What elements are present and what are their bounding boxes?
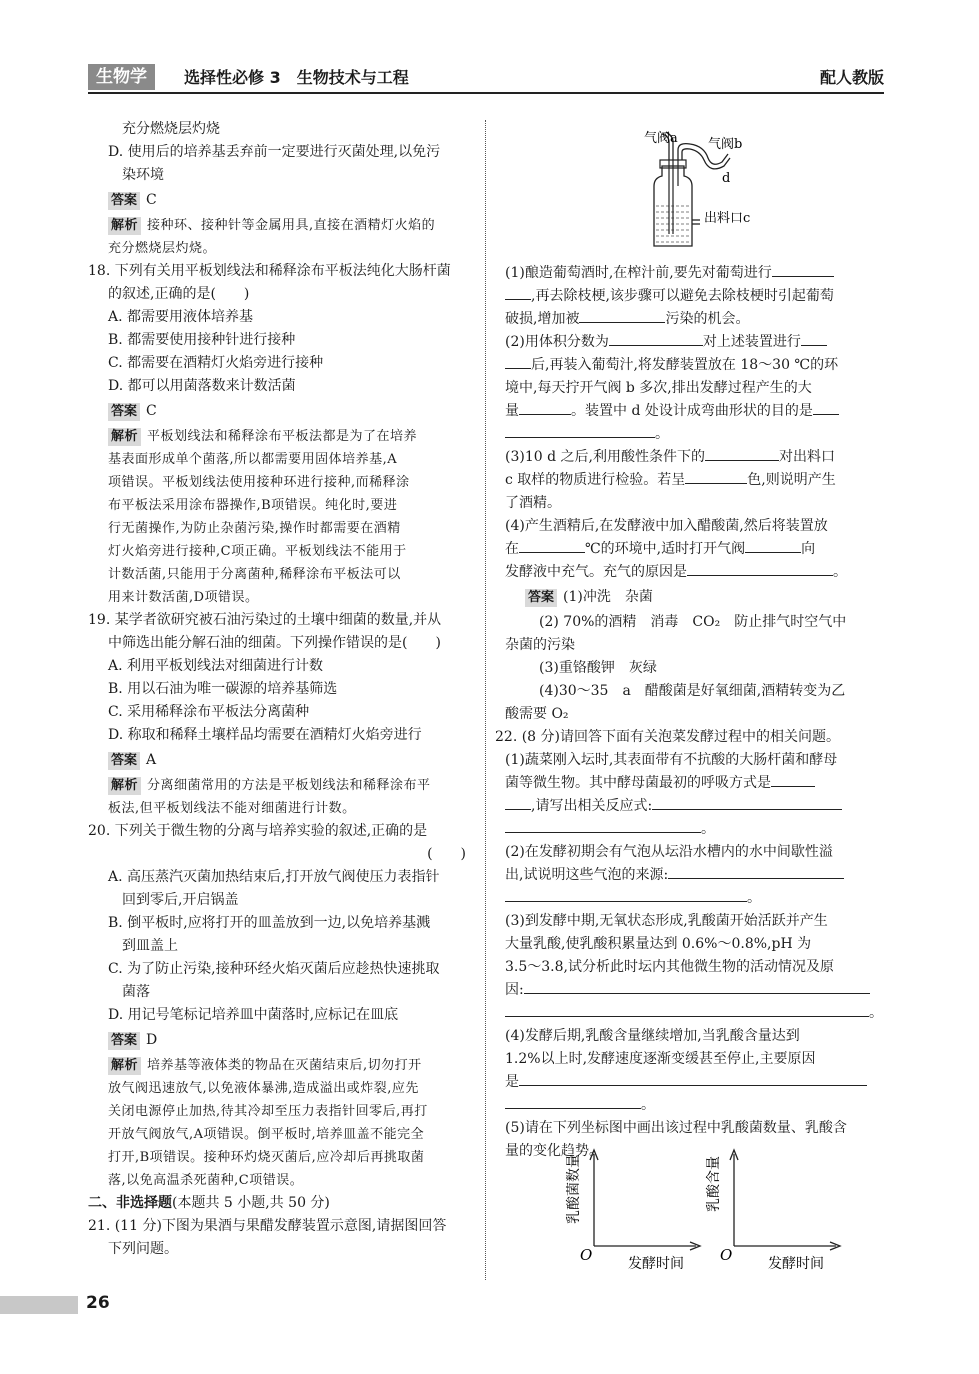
option-b: B. 用以石油为唯一碳源的培养基筛选 bbox=[108, 681, 338, 697]
text-line: 量 。装置中 d 处设计成弯曲形状的目的是 bbox=[505, 400, 885, 423]
explain-tag: 解析 bbox=[108, 1057, 141, 1075]
text-line: 。 bbox=[505, 1094, 885, 1117]
option-b: B. 都需要使用接种针进行接种 bbox=[108, 332, 296, 348]
text-line: (3)重铬酸钾 灰绿 bbox=[539, 660, 657, 676]
d-label: d bbox=[722, 171, 731, 186]
text-line: 用来计数活菌,D项错误。 bbox=[108, 590, 259, 605]
text-line: 的叙述,正确的是( ) bbox=[108, 286, 250, 302]
text-line: 打开,B项错误。接种环灼烧灭菌后,应冷却后再挑取菌 bbox=[108, 1150, 425, 1165]
text-line: 破损,增加被 污染的机会。 bbox=[505, 308, 885, 331]
text-line: ,再去除枝梗,该步骤可以避免去除枝梗时引起葡萄 bbox=[505, 285, 885, 308]
text-line: 。 bbox=[505, 423, 885, 446]
text-line: 基表面形成单个菌落,所以都需要用固体培养基,A bbox=[108, 452, 398, 467]
text-line: 在 ℃的环境中,适时打开气阀 向 bbox=[505, 538, 885, 561]
q22-part5: (5)请在下列坐标图中画出该过程中乳酸菌数量、乳酸含 bbox=[505, 1120, 847, 1136]
text-line: 布平板法采用涂布器操作,B项错误。纯化时,要进 bbox=[108, 498, 398, 513]
question-18: 18. 下列有关用平板划线法和稀释涂布平板法纯化大肠杆菌 bbox=[88, 263, 451, 279]
text-line: 发酵液中充气。充气的原因是 。 bbox=[505, 561, 885, 584]
option-d: D. 使用后的培养基丢弃前一定要进行灭菌处理,以免污 bbox=[108, 144, 441, 160]
answer-19: 答案 A bbox=[88, 749, 470, 772]
option-b: B. 倒平板时,应将打开的皿盖放到一边,以免培养基溅 bbox=[108, 915, 431, 931]
outlet-c-label: 出料口c bbox=[704, 211, 751, 226]
q22-part3: (3)到发酵中期,无氧状态形成,乳酸菌开始活跃并产生 bbox=[505, 913, 828, 929]
x-axis-label: 发酵时间 bbox=[768, 1256, 824, 1272]
answer-21: 答案 (1)冲洗 杂菌 bbox=[505, 586, 885, 609]
footer-bar bbox=[0, 1296, 78, 1314]
right-column bbox=[495, 262, 885, 1163]
text-line: 中筛选出能分解石油的细菌。下列操作错误的是( ) bbox=[108, 635, 441, 651]
answer-tag: 答案 bbox=[108, 192, 140, 210]
question-22: 22. (8 分)请回答下面有关泡菜发酵过程中的相关问题。 bbox=[495, 729, 840, 745]
text-line: 板法,但平板划线法不能对细菌进行计数。 bbox=[108, 801, 356, 816]
book-title: 选择性必修 3 生物技术与工程 bbox=[184, 68, 409, 87]
text-line: 。 bbox=[505, 1002, 885, 1025]
column-divider bbox=[485, 120, 486, 1280]
answer-tag: 答案 bbox=[108, 1032, 140, 1050]
answer-tag: 答案 bbox=[108, 752, 140, 770]
q21-part1: (1)酿造葡萄酒时,在榨汁前,要先对葡萄进行 bbox=[505, 262, 885, 285]
x-axis-label: 发酵时间 bbox=[628, 1256, 684, 1272]
option-d: D. 用记号笔标记培养皿中菌落时,应标记在皿底 bbox=[108, 1007, 399, 1023]
text-line: 充分燃烧层灼烧。 bbox=[108, 241, 217, 256]
text-line: 酸需要 O₂ bbox=[505, 706, 569, 722]
q22-part4: (4)发酵后期,乳酸含量继续增加,当乳酸含量达到 bbox=[505, 1028, 800, 1044]
text-line: 充分燃烧层灼烧 bbox=[122, 121, 220, 137]
text-line: 项错误。平板划线法使用接种环进行接种,而稀释涂 bbox=[108, 475, 410, 490]
text-line: 行无菌操作,为防止杂菌污染,操作时都需要在酒精 bbox=[108, 521, 401, 536]
y-axis-label: 乳酸菌数量 bbox=[566, 1154, 582, 1224]
text-line: 放气阀迅速放气,以免液体暴沸,造成溢出或炸裂,应先 bbox=[108, 1081, 419, 1096]
text-line: 染环境 bbox=[122, 167, 164, 183]
explanation-19: 解析 分离细菌常用的方法是平板划线法和稀释涂布平 bbox=[88, 774, 470, 797]
explanation-18: 解析 平板划线法和稀释涂布平板法都是为了在培养 bbox=[88, 425, 470, 448]
page-header bbox=[88, 62, 884, 94]
axes-lactic-bacteria bbox=[565, 1150, 700, 1272]
edition-label: 配人教版 bbox=[819, 68, 884, 87]
section-title: 二、非选择题(本题共 5 小题,共 50 分) bbox=[88, 1195, 330, 1211]
explain-tag: 解析 bbox=[108, 428, 141, 446]
origin-label: O bbox=[720, 1246, 733, 1264]
option-c: C. 都需要在酒精灯火焰旁进行接种 bbox=[108, 355, 324, 371]
text-line: 下列问题。 bbox=[108, 1241, 178, 1257]
text-line: 因: bbox=[505, 979, 885, 1002]
text-line: 是 bbox=[505, 1071, 885, 1094]
q21-part3: (3)10 d 之后,利用酸性条件下的 对出料口 bbox=[505, 446, 885, 469]
answer-tag: 答案 bbox=[525, 589, 557, 607]
option-c: C. 为了防止污染,接种环经火焰灭菌后应趁热快速挑取 bbox=[108, 961, 440, 977]
text-line: 。 bbox=[505, 818, 885, 841]
text-line: 境中,每天拧开气阀 b 多次,排出发酵过程产生的大 bbox=[505, 380, 812, 396]
fermentation-apparatus-diagram bbox=[620, 124, 790, 254]
subject-badge: 生物学 bbox=[88, 64, 155, 90]
answer-18: 答案 C bbox=[88, 400, 470, 423]
text-line: 开放气阀放气,A项错误。倒平板时,培养皿盖不能完全 bbox=[108, 1127, 425, 1142]
origin-label: O bbox=[580, 1246, 593, 1264]
text-line: 灯火焰旁进行接种,C项正确。平板划线法不能用于 bbox=[108, 544, 407, 559]
text-line: 后,再装入葡萄汁,将发酵装置放在 18～30 ℃的环 bbox=[505, 354, 885, 377]
blank-axes-figure bbox=[566, 1140, 860, 1280]
text-line: 落,以免高温杀死菌种,C项错误。 bbox=[108, 1173, 304, 1188]
text-line: 菌落 bbox=[122, 984, 150, 1000]
option-a: A. 都需要用液体培养基 bbox=[108, 309, 254, 325]
explain-tag: 解析 bbox=[108, 777, 141, 795]
text-line: 1.2%以上时,发酵速度逐渐变缓甚至停止,主要原因 bbox=[505, 1051, 816, 1067]
question-21: 21. (11 分)下图为果酒与果醋发酵装置示意图,请据图回答 bbox=[88, 1218, 447, 1234]
text-line: ,请写出相关反应式: bbox=[505, 795, 885, 818]
valve-a-label: 气阀a bbox=[644, 131, 678, 146]
text-line: 到皿盖上 bbox=[122, 938, 178, 954]
text-line: 大量乳酸,使乳酸积累量达到 0.6%～0.8%,pH 为 bbox=[505, 936, 812, 952]
option-d: D. 称取和稀释土壤样品均需要在酒精灯火焰旁进行 bbox=[108, 727, 422, 743]
text-line: (4)30～35 a 醋酸菌是好氧细菌,酒精转变为乙 bbox=[539, 683, 846, 699]
answer-paren: ( ) bbox=[427, 846, 466, 862]
text-line: 。 bbox=[505, 887, 885, 910]
option-a: A. 利用平板划线法对细菌进行计数 bbox=[108, 658, 324, 674]
explanation-20: 解析 培养基等液体类的物品在灭菌结束后,切勿打开 bbox=[88, 1054, 470, 1077]
text-line: c 取样的物质进行检验。若呈 色,则说明产生 bbox=[505, 469, 885, 492]
text-line: 关闭电源停止加热,待其冷却至压力表指针回零后,再打 bbox=[108, 1104, 428, 1119]
answer-17: 答案 C bbox=[88, 189, 470, 212]
explanation-17: 解析 接种环、接种针等金属用具,直接在酒精灯火焰的 bbox=[88, 214, 470, 237]
answer-20: 答案 D bbox=[88, 1029, 470, 1052]
option-c: C. 采用稀释涂布平板法分离菌种 bbox=[108, 704, 310, 720]
option-a: A. 高压蒸汽灭菌加热结束后,打开放气阀使压力表指针 bbox=[108, 869, 440, 885]
text-line: 菌等微生物。其中酵母菌最初的呼吸方式是 bbox=[505, 772, 885, 795]
text-line: 计数活菌,只能用于分离菌种,稀释涂布平板法可以 bbox=[108, 567, 401, 582]
explain-tag: 解析 bbox=[108, 217, 141, 235]
y-axis-label: 乳酸含量 bbox=[706, 1156, 722, 1212]
question-19: 19. 某学者欲研究被石油污染过的土壤中细菌的数量,并从 bbox=[88, 612, 442, 628]
left-column bbox=[88, 118, 470, 1261]
q22-part2: (2)在发酵初期会有气泡从坛沿水槽内的水中间歇性溢 bbox=[505, 844, 833, 860]
q21-part2: (2)用体积分数为 对上述装置进行 bbox=[505, 331, 885, 354]
q21-part4: (4)产生酒精后,在发酵液中加入醋酸菌,然后将装置放 bbox=[505, 518, 828, 534]
page-number: 26 bbox=[86, 1293, 110, 1313]
text-line: 3.5～3.8,试分析此时坛内其他微生物的活动情况及原 bbox=[505, 959, 834, 975]
text-line: 回到零后,开启锅盖 bbox=[122, 892, 239, 908]
text-line: 出,试说明这些气泡的来源: bbox=[505, 864, 885, 887]
text-line: 了酒精。 bbox=[505, 495, 561, 511]
q22-part1: (1)蔬菜刚入坛时,其表面带有不抗酸的大肠杆菌和酵母 bbox=[505, 752, 838, 768]
text-line: (2) 70%的酒精 消毒 CO₂ 防止排气时空气中 bbox=[539, 614, 847, 630]
axes-lactic-acid bbox=[706, 1150, 840, 1272]
answer-tag: 答案 bbox=[108, 403, 140, 421]
question-20: 20. 下列关于微生物的分离与培养实验的叙述,正确的是 bbox=[88, 823, 428, 839]
option-d: D. 都可以用菌落数来计数活菌 bbox=[108, 378, 296, 394]
text-line: 杂菌的污染 bbox=[505, 637, 575, 653]
valve-b-label: 气阀b bbox=[708, 137, 743, 152]
text-line: 量的变化趋势。 bbox=[505, 1143, 603, 1159]
